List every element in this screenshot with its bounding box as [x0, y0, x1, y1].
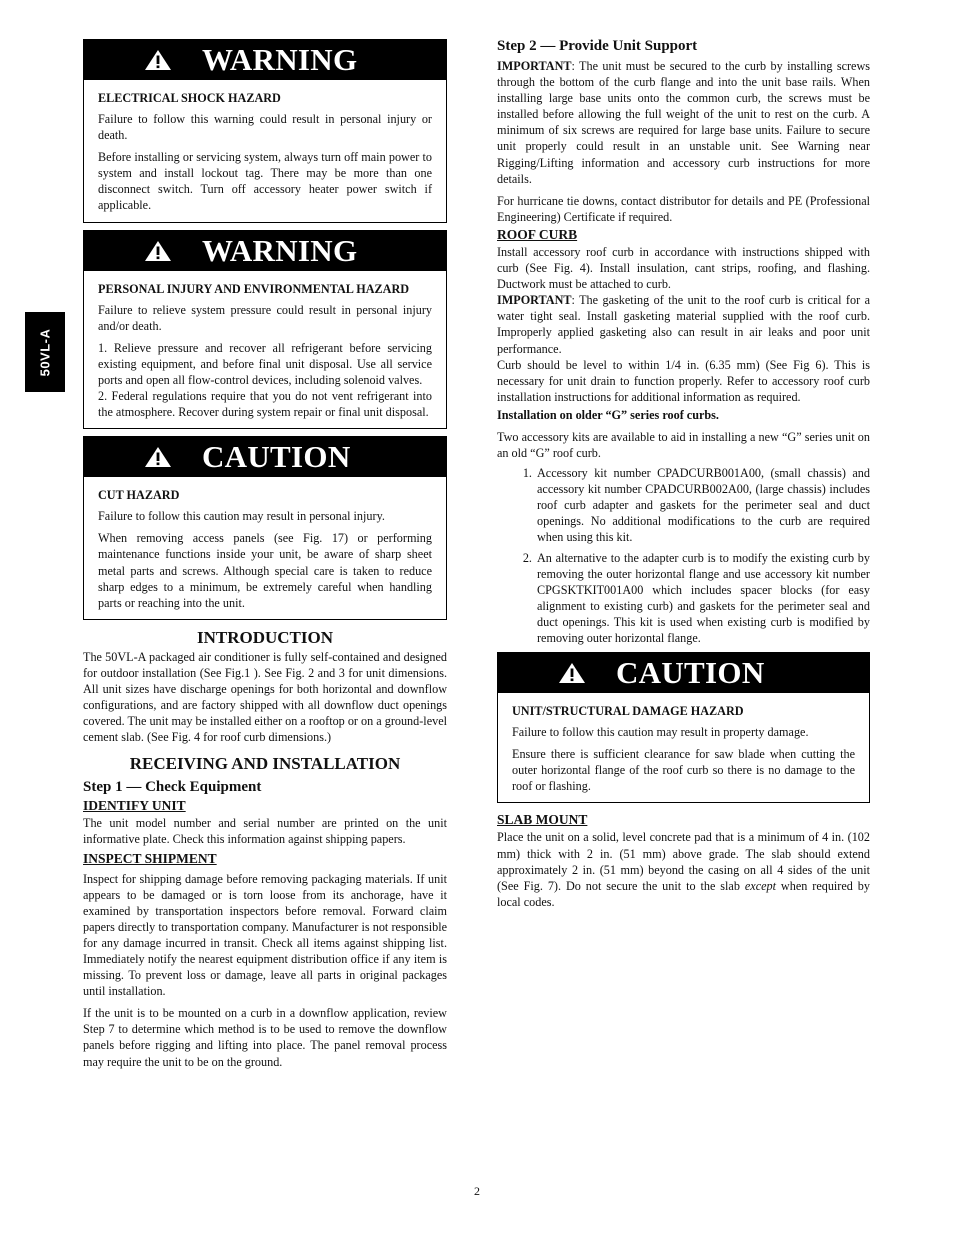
caution-title: CAUTION — [202, 439, 351, 475]
warning-header — [84, 231, 446, 271]
introduction-heading: INTRODUCTION — [196, 627, 334, 647]
hazard-label: PERSONAL INJURY AND ENVIRONMENTAL HAZARD — [98, 281, 410, 296]
warning-title: WARNING — [202, 42, 358, 77]
caution-text: When removing access panels (see Fig. 17) or performing maintenance functions inside your unit, be aware of sharp sheet metal parts and screws. Although special care is taken to reduce sharp edges to a minimum, be extremely careful when handling parts or reaching into the unit. — [98, 531, 432, 610]
slab-text-emphasis: except — [744, 878, 776, 893]
slab-mount-text — [497, 829, 870, 909]
curb-level-text: Curb should be level to within 1/4 in. (6.35 mm) (See Fig 6). This is necessary for unit drain to function properly. Refer to accessory roof curb installation instructions for additional information as required. — [497, 357, 870, 404]
caution-triangle-icon — [558, 662, 586, 684]
older-curbs-heading: Installation on older “G” series roof curbs. — [497, 407, 719, 422]
slab-mount-heading: SLAB MOUNT — [497, 812, 588, 828]
hazard-label: CUT HAZARD — [98, 488, 180, 503]
warning-refrigerant — [83, 230, 447, 430]
important-body: : The unit must be secured to the curb by installing screws through the bottom of the curb flange and into the unit base rails. When installing large base units onto the common curb, the screws must be installed before allowing the full weight of the unit to rest on the curb. A minimum of six screws are required for large base units. Failure to secure unit properly could result in an unstable unit. See Warning near Rigging/Lifting information and accessory curb instructions for more details. — [497, 59, 870, 186]
warning-triangle-icon — [144, 49, 172, 71]
warning-title: WARNING — [202, 232, 358, 268]
roof-curb-text: Install accessory roof curb in accordance with instructions shipped with curb (See Fig. 4). Install insulation, cant strips, roofing, and flashing. Ductwork must be attached to curb. — [497, 244, 870, 292]
caution-text: Ensure there is sufficient clearance for saw blade when cutting the outer horizontal flange of the roof curb so there is no damage to the roof or flashing. — [512, 747, 855, 794]
important-label: IMPORTANT — [497, 59, 572, 73]
right-column — [497, 36, 870, 910]
hurricane-text: For hurricane tie downs, contact distributor for details and PE (Professional Engineering) Certificate if required. — [497, 193, 870, 224]
warning-electrical — [83, 39, 447, 223]
important-gasket-text — [497, 292, 870, 356]
important-support-text — [497, 58, 870, 187]
caution-triangle-icon — [144, 446, 172, 468]
warning-triangle-icon — [144, 240, 172, 262]
important-label: IMPORTANT — [497, 293, 572, 308]
warning-text: Before installing or servicing system, always turn off main power to system and install lockout tag. There may be more than one disconnect switch. Turn off accessory heater power switch if applicable. — [98, 150, 432, 213]
caution-header — [84, 437, 446, 477]
warning-text: Failure to relieve system pressure could result in personal injury and/or death. — [98, 302, 432, 333]
list-item: 1. Accessory kit number CPADCURB001A00, (small chassis) and accessory kit number CPADCURB002A00, (large chassis) includes roof curb adapter and gaskets for the perimeter seal and duct openings. No additional modifications to the curb are required when using this kit. — [535, 465, 870, 545]
caution-text: Failure to follow this caution may result in property damage. — [512, 725, 809, 740]
warning-text: Failure to follow this warning could result in personal injury or death. — [98, 112, 432, 143]
inspect-shipment-text: Inspect for shipping damage before removing packaging materials. If unit appears to be damaged or is torn loose from its anchorage, have it examined by transportation inspectors before removal. Forward claim papers directly to transportation company. Manufacturer is not responsible for any damage incurred in transit. Check all items against shipping list. Immediately notify the nearest equipment distribution office if any item is missing. To prevent loss or damage, leave all parts in original packages until installation. — [83, 871, 447, 999]
hazard-label: ELECTRICAL SHOCK HAZARD — [98, 91, 281, 105]
inspect-shipment-heading: INSPECT SHIPMENT — [83, 850, 217, 866]
roof-curb-heading: ROOF CURB — [497, 226, 578, 242]
caution-title: CAUTION — [616, 655, 765, 691]
introduction-text: The 50VL-A packaged air conditioner is fully self-contained and designed for outdoor installation (See Fig.1 ). See Fig. 2 and 3 for unit dimensions. All unit sizes have discharge openings for both horizontal and downflow configurations, and are factory shipped with all downflow duct openings covered. The unit may be installed either on a rooftop or on a ground-level cement slab. (See Fig. 4 for roof curb dimensions.) — [83, 649, 447, 745]
important-body: : The gasketing of the unit to the roof curb is critical for a water tight seal. Install gasketing material supplied with the roof curb. Improperly applied gasketing also can result in air leaks and poor unit performance. — [497, 293, 870, 356]
warning-header — [84, 40, 446, 80]
curb-downflow-text: If the unit is to be mounted on a curb in a downflow application, review Step 7 to determine which method is to be used to remove the downflow panels before rigging and lifting into place. The panel removal process may require the unit to be on the ground. — [83, 1006, 447, 1069]
identify-unit-text: The unit model number and serial number are printed on the unit informative plate. Check this information against shipping papers. — [83, 816, 447, 847]
warning-text: 2. Federal regulations require that you do not vent refrigerant into the atmosphere. Recover during system repair or final unit disposal. — [98, 389, 432, 420]
step2-heading: Step 2 — Provide Unit Support — [497, 38, 698, 54]
slab-text-part: Place the unit on a solid, level concrete pad that is a minimum of 4 in. (102 mm) thick with 2 in. (51 mm) above grade. The slab should extend approximately 2 in. (51 mm) beyond the casing on all 4 sides of the unit (See Fig. 7). Do not secure the unit to the slab — [497, 830, 870, 893]
hazard-label: UNIT/STRUCTURAL DAMAGE HAZARD — [512, 704, 744, 719]
caution-text: Failure to follow this caution may result in personal injury. — [98, 509, 385, 524]
caution-cut — [83, 436, 447, 620]
page-number: 2 — [474, 1184, 480, 1198]
left-column — [83, 39, 447, 1070]
slab-text-part: when required by local codes. — [497, 878, 870, 909]
side-tab-label: 50VL-A — [37, 328, 53, 376]
receiving-heading: RECEIVING AND INSTALLATION — [129, 754, 401, 774]
list-item: 2. An alternative to the adapter curb is to modify the existing curb by removing the outer horizontal flange and use accessory kit number CPGSKTKIT001A00 which includes spacer blocks (for easy alignment to existing curb) and gaskets for the perimeter seal and duct openings. This kit is used when existing curb is modified by removing outer horizontal flange. — [535, 550, 870, 647]
kit-list — [497, 465, 870, 646]
warning-text: 1. Relieve pressure and recover all refrigerant before servicing existing equipment, and before final unit disposal. Use all service ports and open all flow-control devices, including solenoid valves. — [98, 340, 432, 387]
step1-heading: Step 1 — Check Equipment — [83, 779, 262, 796]
caution-structural — [497, 652, 870, 803]
older-curbs-text: Two accessory kits are available to aid in installing a new “G” series unit on an old “G” roof curb. — [497, 429, 870, 460]
side-tab — [25, 312, 65, 392]
identify-unit-heading: IDENTIFY UNIT — [83, 798, 186, 814]
caution-header — [498, 653, 869, 693]
